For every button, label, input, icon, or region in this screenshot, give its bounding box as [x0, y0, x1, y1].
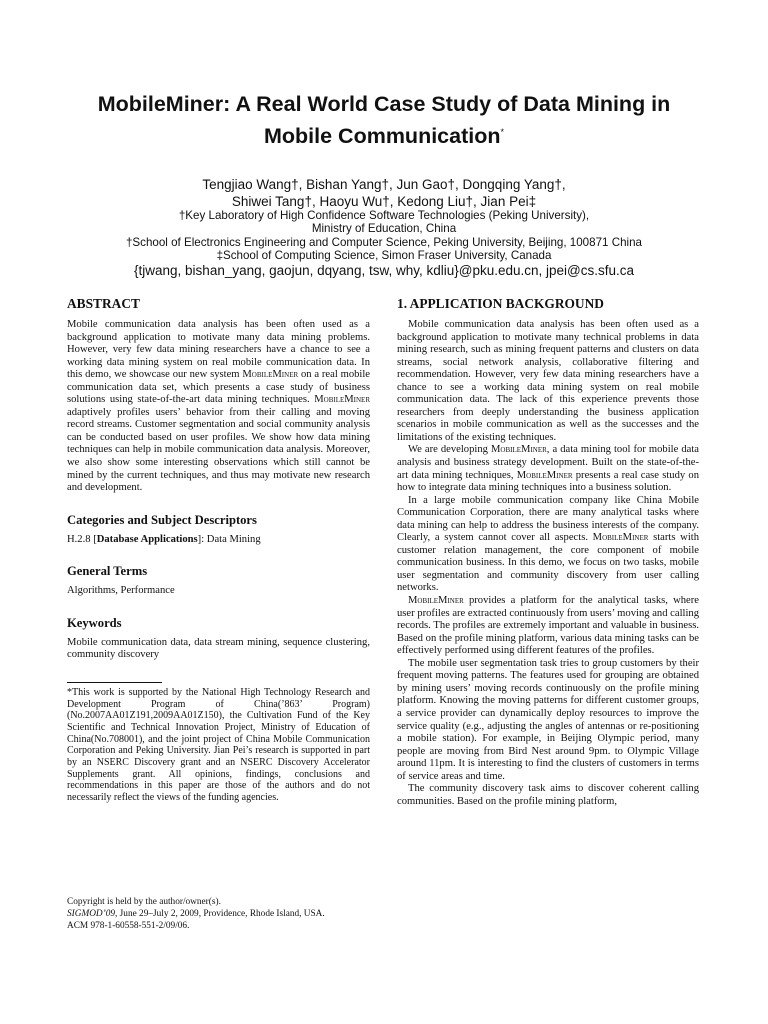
affiliation-line: Ministry of Education, China	[311, 222, 457, 236]
system-name: MobileMiner	[242, 369, 299, 381]
title-line-2	[40, 118, 728, 150]
text-part: presents a real case study on how to integrate data mining techniques into a business solution.	[397, 469, 699, 494]
general-terms-heading: General Terms	[67, 564, 148, 579]
copyright-line: Copyright is held by the author/owner(s).	[67, 897, 221, 907]
title-footnote-mark: *	[500, 127, 504, 137]
author-emails: {tjwang, bishan_yang, gaojun, dqyang, tsw, why, kdliu}@pku.edu.cn, jpei@cs.sfu.ca	[134, 263, 634, 278]
footnote: *This work is supported by the National High Technology Research and Development Program of China(’863’ Program)(No.2007AA01Z191,2009AA01Z150), the Cultivation Fund of the Key Scientific and Technical Innovation Project, Ministry of Education of China(No.708001), and the joint project of China Mobile Communication Corporation and Peking University. Jian Pei’s research is supported in part by an NSERC Discovery grant and an NSERC Discovery Accelerator Supplements grant. All opinions, findings, conclusions and recommendations in this paper are those of the authors and do not necessarily reflect the views of the funding agencies.	[67, 686, 370, 804]
affiliation-line: †School of Electronics Engineering and Computer Science, Peking University, Beijing, 100871 China	[125, 235, 642, 249]
category-bold: Database Applications	[96, 533, 198, 545]
authors-line-1: Tengjiao Wang†, Bishan Yang†, Jun Gao†, Dongqing Yang†,	[202, 177, 566, 192]
abstract-text	[67, 319, 370, 495]
affiliation-line: †Key Laboratory of High Confidence Software Technologies (Peking University),	[178, 209, 590, 222]
left-column	[67, 296, 370, 804]
keywords-heading: Keywords	[67, 615, 122, 630]
system-name: MobileMiner	[592, 532, 649, 544]
body-paragraph: The mobile user segmentation task tries to group customers by their frequent moving patterns. The features used for grouping are obtained by mining users’ moving records continuously on the profile mining platform. Knowing the moving patterns for different customer groups, a service provider can dynamically deploy resources to improve the service quality (e.g., adjusting the angles of antennas or re-positioning a mobile station). For example, in Beijing Olympic period, many people are moving from Bird Nest around 9pm. to Olympic Village around 11pm. It is interesting to find the clusters of customers in terms of service areas and time.	[397, 657, 699, 782]
categories-heading: Categories and Subject Descriptors	[67, 512, 257, 527]
body-paragraph	[397, 495, 699, 595]
abstract-text-part: on a real mobile communication data set, which presents a case study of business solutions using state-of-the-art data mining techniques.	[67, 369, 370, 406]
section-heading: 1. APPLICATION BACKGROUND	[397, 296, 604, 311]
title-line-1: MobileMiner: A Real World Case Study of Data Mining in	[97, 92, 671, 116]
affiliations	[40, 209, 728, 263]
paper-title	[40, 90, 728, 150]
body-paragraph	[397, 444, 699, 494]
conference-name: SIGMOD’09,	[67, 909, 118, 919]
footnote-rule	[67, 682, 162, 683]
category-rest: ]: Data Mining	[197, 533, 261, 545]
abstract-text-part: adaptively profiles users’ behavior from their calling and moving record streams. Customer segmentation and social community analysis can be conducted based on user profiles. We show how data mining techniques can help in mobile communication data analysis. Moreover, we also show some interesting observations which still cannot be mined by the current techniques, and thus may motivate new research and development.	[67, 406, 370, 494]
conference-details: June 29–July 2, 2009, Providence, Rhode Island, USA.	[117, 909, 325, 919]
text-part: We are developing	[408, 444, 491, 456]
system-name: MobileMiner	[516, 469, 573, 481]
text-part: , a data mining tool for mobile data analysis and business strategy development. Built on the state-of-the-art data mining techniques,	[397, 444, 699, 481]
right-column	[397, 296, 699, 808]
abstract-text-part: Mobile communication data analysis has been often used as a background application to motivate many data mining problems. However, very few data mining researchers have a chance to see a working data mining system on real mobile communication data. In this demo, we showcase our new system	[67, 319, 370, 381]
affiliation-line: ‡School of Computing Science, Simon Fraser University, Canada	[216, 249, 552, 263]
abstract-heading: ABSTRACT	[67, 296, 140, 311]
authors-line-2: Shiwei Tang†, Haoyu Wu†, Kedong Liu†, Jian Pei‡	[231, 194, 537, 209]
system-name: MobileMiner	[491, 444, 547, 456]
general-terms-text: Algorithms, Performance	[67, 585, 175, 597]
system-name: MobileMiner	[408, 595, 464, 607]
keywords-text: Mobile communication data, data stream mining, sequence clustering, community discovery	[67, 636, 370, 661]
category-code: H.2.8 [	[67, 533, 97, 545]
acm-line: ACM 978-1-60558-551-2/09/06.	[67, 921, 190, 931]
body-paragraph: The community discovery task aims to discover coherent calling communities. Based on the profile mining platform,	[397, 783, 699, 807]
title-line-2-text: Mobile Communication	[263, 124, 501, 149]
copyright-block	[67, 896, 370, 932]
body-paragraph	[397, 595, 699, 658]
system-name: MobileMiner	[314, 394, 370, 406]
text-part: starts with customer relation management, the core component of mobile communication business. In this demo, we focus on two tasks, mobile user segmentation and community discovery from user calling networks.	[397, 532, 699, 594]
author-list	[40, 176, 728, 210]
categories-text	[67, 534, 370, 547]
conference-line	[67, 908, 370, 920]
body-paragraph: Mobile communication data analysis has been often used as a background application to motivate many technical problems in data mining research, such as mining frequent patterns and clusters on data streams, social network analysis, collaborative filtering and recommendation. However, very few data mining researchers have a chance to see a working data mining system on real mobile communication data. The lack of this experience prevents those researchers from deeply understanding the business application scenarios in mobile communication as well as the successes and the limitations of the existing techniques.	[397, 319, 699, 443]
text-part: In a large mobile communication company like China Mobile Communication Corporation, there are many analytical tasks where data mining can help to address the business interests of the company. Clearly, a system cannot cover all aspects.	[397, 494, 699, 544]
text-part: provides a platform for the analytical tasks, where user profiles are extracted continuously from users’ moving and calling records. The profiles are extremely important and valuable in business. Based on the profile mining platform, various data mining tasks can be effectively performed using different features of the profiles.	[397, 595, 699, 657]
